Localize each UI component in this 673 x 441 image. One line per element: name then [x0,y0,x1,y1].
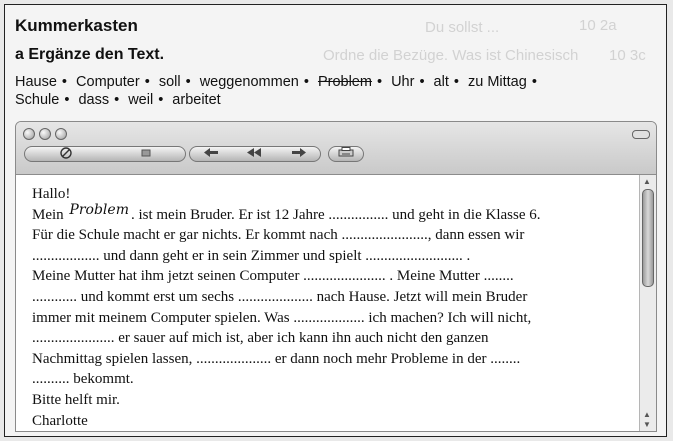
letter-closing: Bitte helft mir. [32,391,120,408]
stop-icon[interactable] [60,147,72,162]
bullet-icon: • [419,74,425,90]
home-icon[interactable] [141,148,151,160]
bleed-number-1: 10 2a [579,17,617,34]
word-bank-item: weil [128,92,154,108]
navigation-button-group [189,146,321,162]
word-bank-item: soll [158,74,181,90]
letter-signature: Charlotte [32,412,88,429]
letter-line [32,201,630,226]
window-minimize-icon[interactable] [39,128,51,140]
letter-content [16,175,640,431]
letter-line: ...................... er sauer auf mich ist, aber ich kann ihn auch nicht den ganzen [32,330,489,347]
word-bank-item: zu Mittag [467,74,527,90]
arrow-left-icon[interactable] [204,148,218,160]
bullet-icon: • [114,92,120,108]
scrollbar-thumb[interactable] [642,189,654,287]
handwritten-answer: Problem [69,201,129,218]
bullet-icon: • [61,74,67,90]
word-bank-item: Uhr [391,74,415,90]
bullet-icon: • [303,74,309,90]
letter-text: Mein [32,206,64,223]
letter-line: .......... bekommt. [32,371,134,388]
bullet-icon: • [144,74,150,90]
browser-window [15,121,657,432]
word-bank-item: Computer [76,74,140,90]
bullet-icon: • [453,74,459,90]
bullet-icon: • [185,74,191,90]
stop-reload-button-group [24,146,186,162]
bullet-icon: • [531,74,537,90]
bullet-icon: • [158,92,164,108]
letter-text: . ist mein Bruder. Er ist 12 Jahre ................ und geht in die Klasse 6. [130,206,541,223]
window-zoom-icon[interactable] [55,128,67,140]
word-bank-item: weggenommen [199,74,299,90]
word-bank [15,73,575,109]
letter-line: .................. und dann geht er in sein Zimmer und spielt .......................... . [32,247,471,264]
print-button[interactable] [328,146,364,162]
word-bank-item: arbeitet [172,92,221,108]
word-bank-item-struck: Problem [317,74,372,90]
window-close-icon[interactable] [23,128,35,140]
workbook-page [4,4,667,437]
scroll-up-icon[interactable]: ▲ [643,177,651,186]
word-bank-item: Hause [15,74,57,90]
bleed-text-2: Ordne die Bezüge. Was ist Chinesisch [323,47,579,64]
printer-icon [338,147,354,161]
bleed-text-1: Du sollst ... [425,19,500,36]
bullet-icon: • [376,74,383,90]
scroll-up-icon[interactable]: ▲ [643,410,651,419]
letter-line: Meine Mutter hat ihm jetzt seinen Computer ...................... . Meine Mutter ........ [32,268,514,285]
word-bank-item: alt [433,74,449,90]
browser-titlebar [16,122,656,175]
arrow-right-icon[interactable] [292,148,306,160]
letter-line: immer mit meinem Computer spielen. Was ................... ich machen? Ich will nicht, [32,309,532,326]
word-bank-item: dass [78,92,110,108]
letter-greeting: Hallo! [32,186,71,202]
page-title: Kummerkasten [15,16,138,35]
word-bank-item: Schule [15,92,60,108]
vertical-scrollbar[interactable] [639,175,656,431]
bleed-number-2: 10 3c [609,47,646,64]
double-arrow-left-icon[interactable] [247,148,263,160]
letter-line: ............ und kommt erst um sechs .................... nach Hause. Jetzt will mein Bruder [32,288,528,305]
exercise-instruction: a Ergänze den Text. [15,46,165,63]
bullet-icon: • [64,92,70,108]
letter-line: Für die Schule macht er gar nichts. Er kommt nach ......................., dann essen wir [32,227,525,244]
toolbar-toggle-icon[interactable] [632,130,650,139]
letter-line: Nachmittag spielen lassen, .................... er dann noch mehr Probleme in der ........ [32,350,521,367]
scroll-down-icon[interactable]: ▼ [643,420,651,429]
